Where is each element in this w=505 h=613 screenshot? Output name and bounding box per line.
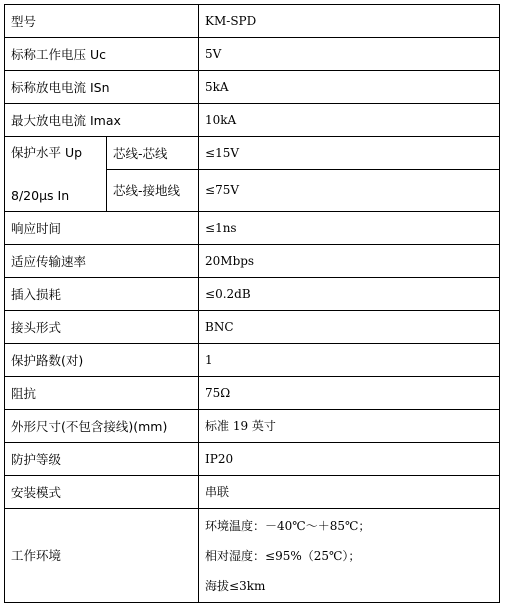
row-label-max-current: 最大放电电流 Imax: [5, 104, 199, 137]
row-value-channels: 1: [199, 344, 500, 377]
env-humidity: 相对湿度：≤95%（25℃）；: [205, 548, 361, 563]
row-value-response-time: ≤1ns: [199, 212, 500, 245]
row-value-model: KM-SPD: [199, 5, 500, 38]
row-label-response-time: 响应时间: [5, 212, 199, 245]
table-row: [5, 509, 500, 603]
row-value-nominal-current: 5kA: [199, 71, 500, 104]
table-row: [5, 311, 500, 344]
table-row: [5, 476, 500, 509]
spec-table: [4, 4, 500, 603]
protection-label-bottom: 8/20μs In: [11, 188, 70, 203]
table-row: [5, 104, 500, 137]
row-label-dimensions: 外形尺寸(不包含接线)(mm): [5, 410, 199, 443]
protection-sub2-value: ≤75V: [199, 170, 500, 212]
row-label-impedance: 阻抗: [5, 377, 199, 410]
row-label-protection-grade: 防护等级: [5, 443, 199, 476]
table-row: [5, 137, 500, 170]
table-row: [5, 71, 500, 104]
table-row: [5, 245, 500, 278]
table-row: [5, 410, 500, 443]
row-value-protection-grade: IP20: [199, 443, 500, 476]
row-value-max-current: 10kA: [199, 104, 500, 137]
protection-label-top: 保护水平 Up: [11, 145, 83, 160]
table-row: [5, 278, 500, 311]
row-label-model: 型号: [5, 5, 199, 38]
row-value-rated-voltage: 5V: [199, 38, 500, 71]
row-label-installation: 安装模式: [5, 476, 199, 509]
row-label-connector: 接头形式: [5, 311, 199, 344]
table-row: [5, 344, 500, 377]
row-value-insertion-loss: ≤0.2dB: [199, 278, 500, 311]
row-label-channels: 保护路数(对): [5, 344, 199, 377]
table-row: [5, 38, 500, 71]
row-label-insertion-loss: 插入损耗: [5, 278, 199, 311]
row-value-impedance: 75Ω: [199, 377, 500, 410]
protection-sub1-label: 芯线-芯线: [107, 137, 199, 170]
table-row: [5, 377, 500, 410]
row-label-rated-voltage: 标称工作电压 Uc: [5, 38, 199, 71]
table-row: [5, 212, 500, 245]
row-value-installation: 串联: [199, 476, 500, 509]
table-row: [5, 5, 500, 38]
row-label-environment: 工作环境: [5, 509, 199, 603]
env-altitude: 海拔≤3km: [205, 578, 266, 593]
row-value-transmission-rate: 20Mbps: [199, 245, 500, 278]
row-value-dimensions: 标准 19 英寸: [199, 410, 500, 443]
env-temperature: 环境温度：－40℃～＋85℃；: [205, 518, 371, 533]
row-value-connector: BNC: [199, 311, 500, 344]
protection-level-cell: [5, 137, 107, 212]
protection-sub1-value: ≤15V: [199, 137, 500, 170]
row-label-nominal-current: 标称放电电流 ISn: [5, 71, 199, 104]
table-row: [5, 443, 500, 476]
row-label-transmission-rate: 适应传输速率: [5, 245, 199, 278]
protection-sub2-label: 芯线-接地线: [107, 170, 199, 212]
row-value-environment: [199, 509, 500, 603]
